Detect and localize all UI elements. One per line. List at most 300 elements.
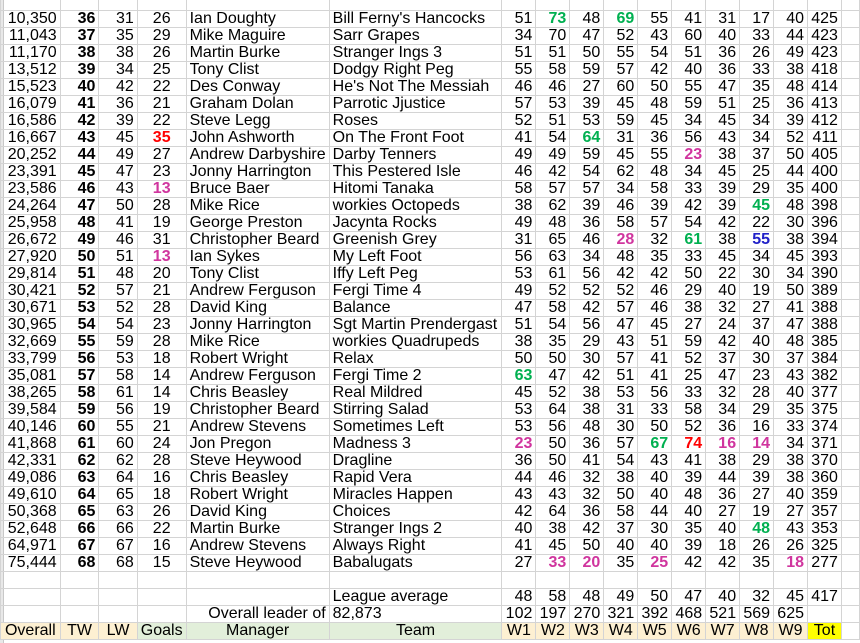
week-score-cell[interactable]: 48	[774, 79, 808, 96]
week-score-cell[interactable]: 48	[604, 249, 638, 266]
week-score-cell[interactable]: 36	[570, 215, 604, 232]
week-score-cell[interactable]: 30	[774, 215, 808, 232]
manager-cell[interactable]: Christopher Beard	[186, 232, 329, 249]
empty-cell[interactable]	[1, 0, 61, 11]
last-week-rank-cell[interactable]: 47	[99, 164, 137, 181]
week-score-cell[interactable]: 55	[638, 11, 672, 28]
team-cell[interactable]: Relax	[329, 351, 502, 368]
week-score-cell[interactable]: 48	[570, 11, 604, 28]
this-week-rank-cell[interactable]: 67	[60, 538, 99, 555]
week-score-cell[interactable]: 45	[604, 96, 638, 113]
week-score-cell[interactable]: 45	[706, 113, 740, 130]
goals-cell[interactable]: 14	[137, 368, 186, 385]
goals-cell[interactable]: 19	[137, 215, 186, 232]
week-score-cell[interactable]: 36	[502, 453, 536, 470]
empty-cell[interactable]	[841, 419, 859, 436]
week-score-cell[interactable]: 36	[706, 419, 740, 436]
goals-cell[interactable]: 29	[137, 28, 186, 45]
week-score-cell[interactable]: 49	[774, 45, 808, 62]
this-week-rank-cell[interactable]: 62	[60, 453, 99, 470]
week-score-cell[interactable]: 28	[604, 232, 638, 249]
week-score-cell[interactable]: 45	[536, 538, 570, 555]
week-score-cell[interactable]: 40	[774, 385, 808, 402]
week-score-cell[interactable]: 34	[774, 266, 808, 283]
week-score-cell[interactable]: 26	[740, 45, 774, 62]
week-score-cell[interactable]: 56	[502, 249, 536, 266]
total-cell[interactable]: 385	[808, 334, 842, 351]
week-score-cell[interactable]: 50	[638, 419, 672, 436]
manager-cell[interactable]: David King	[186, 504, 329, 521]
last-week-rank-cell[interactable]: 63	[99, 504, 137, 521]
empty-cell[interactable]	[841, 215, 859, 232]
goals-cell[interactable]: 22	[137, 79, 186, 96]
week-score-cell[interactable]: 35	[740, 79, 774, 96]
week-score-cell[interactable]: 48	[638, 164, 672, 181]
week-score-cell[interactable]: 38	[502, 198, 536, 215]
goals-cell[interactable]: 21	[137, 419, 186, 436]
week-score-cell[interactable]: 42	[706, 334, 740, 351]
empty-cell[interactable]	[774, 572, 808, 589]
week-score-cell[interactable]: 46	[604, 198, 638, 215]
empty-cell[interactable]	[604, 572, 638, 589]
empty-cell[interactable]	[60, 572, 99, 589]
this-week-rank-cell[interactable]: 64	[60, 487, 99, 504]
week-score-cell[interactable]: 55	[502, 62, 536, 79]
header-week[interactable]: W1	[502, 623, 536, 640]
week-score-cell[interactable]: 32	[638, 232, 672, 249]
week-score-cell[interactable]: 61	[672, 232, 706, 249]
empty-cell[interactable]	[186, 589, 329, 606]
week-score-cell[interactable]: 52	[672, 419, 706, 436]
week-score-cell[interactable]: 29	[672, 283, 706, 300]
week-score-cell[interactable]: 55	[604, 45, 638, 62]
goals-cell[interactable]: 35	[137, 130, 186, 147]
empty-cell[interactable]	[570, 572, 604, 589]
week-score-cell[interactable]: 34	[604, 181, 638, 198]
week-score-cell[interactable]: 31	[604, 130, 638, 147]
manager-cell[interactable]: Christopher Beard	[186, 402, 329, 419]
last-week-rank-cell[interactable]: 38	[99, 45, 137, 62]
leader-cumulative-cell[interactable]: 270	[570, 606, 604, 623]
week-score-cell[interactable]: 57	[570, 181, 604, 198]
week-score-cell[interactable]: 36	[774, 96, 808, 113]
week-score-cell[interactable]: 33	[740, 62, 774, 79]
week-score-cell[interactable]: 57	[638, 215, 672, 232]
overall-rank-cell[interactable]: 23,391	[1, 164, 61, 181]
this-week-rank-cell[interactable]: 66	[60, 521, 99, 538]
empty-cell[interactable]	[638, 572, 672, 589]
team-cell[interactable]: Dodgy Right Peg	[329, 62, 502, 79]
week-score-cell[interactable]: 63	[502, 368, 536, 385]
this-week-rank-cell[interactable]: 39	[60, 62, 99, 79]
this-week-rank-cell[interactable]: 38	[60, 45, 99, 62]
week-score-cell[interactable]: 47	[570, 28, 604, 45]
manager-cell[interactable]: Jonny Harrington	[186, 164, 329, 181]
total-cell[interactable]: 370	[808, 453, 842, 470]
week-score-cell[interactable]: 69	[604, 11, 638, 28]
empty-cell[interactable]	[1, 589, 61, 606]
week-score-cell[interactable]: 38	[706, 453, 740, 470]
week-score-cell[interactable]: 57	[604, 62, 638, 79]
week-score-cell[interactable]: 33	[672, 385, 706, 402]
week-score-cell[interactable]: 47	[502, 300, 536, 317]
week-score-cell[interactable]: 25	[740, 96, 774, 113]
overall-rank-cell[interactable]: 23,586	[1, 181, 61, 198]
week-score-cell[interactable]: 46	[502, 164, 536, 181]
team-cell[interactable]: workies Quadrupeds	[329, 334, 502, 351]
week-score-cell[interactable]: 29	[570, 334, 604, 351]
last-week-rank-cell[interactable]: 41	[99, 215, 137, 232]
week-score-cell[interactable]: 52	[570, 283, 604, 300]
week-score-cell[interactable]: 37	[740, 147, 774, 164]
manager-cell[interactable]: George Preston	[186, 215, 329, 232]
week-score-cell[interactable]: 59	[570, 147, 604, 164]
week-score-cell[interactable]: 32	[570, 470, 604, 487]
week-score-cell[interactable]: 34	[502, 28, 536, 45]
manager-cell[interactable]: Mike Rice	[186, 334, 329, 351]
total-cell[interactable]: 277	[808, 555, 842, 572]
week-score-cell[interactable]: 52	[502, 113, 536, 130]
total-cell[interactable]: 353	[808, 521, 842, 538]
empty-cell[interactable]	[841, 572, 859, 589]
overall-rank-cell[interactable]: 10,350	[1, 11, 61, 28]
this-week-rank-cell[interactable]: 41	[60, 96, 99, 113]
team-cell[interactable]: Darby Tenners	[329, 147, 502, 164]
average-total-cell[interactable]: 417	[808, 589, 842, 606]
week-score-cell[interactable]: 57	[502, 96, 536, 113]
week-score-cell[interactable]: 44	[638, 504, 672, 521]
week-score-cell[interactable]: 35	[774, 181, 808, 198]
week-score-cell[interactable]: 54	[672, 215, 706, 232]
goals-cell[interactable]: 19	[137, 402, 186, 419]
manager-cell[interactable]: Ian Sykes	[186, 249, 329, 266]
overall-rank-cell[interactable]: 32,669	[1, 334, 61, 351]
week-score-cell[interactable]: 30	[740, 266, 774, 283]
goals-cell[interactable]: 26	[137, 11, 186, 28]
header-week[interactable]: W8	[740, 623, 774, 640]
manager-cell[interactable]: Mike Rice	[186, 198, 329, 215]
week-score-cell[interactable]: 58	[536, 300, 570, 317]
week-score-cell[interactable]: 57	[604, 300, 638, 317]
last-week-rank-cell[interactable]: 53	[99, 351, 137, 368]
this-week-rank-cell[interactable]: 40	[60, 79, 99, 96]
team-cell[interactable]: Madness 3	[329, 436, 502, 453]
overall-rank-cell[interactable]: 30,421	[1, 283, 61, 300]
week-score-cell[interactable]: 39	[570, 96, 604, 113]
week-score-cell[interactable]: 40	[706, 28, 740, 45]
header-tw[interactable]: TW	[60, 623, 99, 640]
this-week-rank-cell[interactable]: 48	[60, 215, 99, 232]
week-score-cell[interactable]: 51	[604, 368, 638, 385]
overall-rank-cell[interactable]: 24,264	[1, 198, 61, 215]
week-score-cell[interactable]: 47	[706, 79, 740, 96]
last-week-rank-cell[interactable]: 43	[99, 181, 137, 198]
empty-cell[interactable]	[99, 606, 137, 623]
overall-rank-cell[interactable]: 35,081	[1, 368, 61, 385]
week-score-cell[interactable]: 46	[570, 232, 604, 249]
week-score-cell[interactable]: 26	[740, 538, 774, 555]
week-score-cell[interactable]: 36	[638, 130, 672, 147]
week-score-cell[interactable]: 54	[570, 164, 604, 181]
goals-cell[interactable]: 21	[137, 96, 186, 113]
total-cell[interactable]: 384	[808, 351, 842, 368]
week-score-cell[interactable]: 50	[536, 351, 570, 368]
week-score-cell[interactable]: 38	[706, 232, 740, 249]
week-score-cell[interactable]: 34	[672, 113, 706, 130]
overall-rank-cell[interactable]: 40,146	[1, 419, 61, 436]
week-score-cell[interactable]: 29	[740, 402, 774, 419]
week-score-cell[interactable]: 38	[604, 470, 638, 487]
week-score-cell[interactable]: 47	[536, 368, 570, 385]
last-week-rank-cell[interactable]: 56	[99, 402, 137, 419]
header-manager[interactable]: Manager	[186, 623, 329, 640]
average-week-cell[interactable]: 32	[740, 589, 774, 606]
week-score-cell[interactable]: 54	[604, 453, 638, 470]
manager-cell[interactable]: Jon Pregon	[186, 436, 329, 453]
this-week-rank-cell[interactable]: 53	[60, 300, 99, 317]
empty-cell[interactable]	[841, 62, 859, 79]
this-week-rank-cell[interactable]: 57	[60, 368, 99, 385]
last-week-rank-cell[interactable]: 49	[99, 147, 137, 164]
empty-cell[interactable]	[60, 606, 99, 623]
week-score-cell[interactable]: 29	[740, 453, 774, 470]
leader-cumulative-cell[interactable]: 321	[604, 606, 638, 623]
week-score-cell[interactable]: 52	[536, 283, 570, 300]
empty-cell[interactable]	[137, 0, 186, 11]
week-score-cell[interactable]: 30	[570, 351, 604, 368]
goals-cell[interactable]: 26	[137, 504, 186, 521]
week-score-cell[interactable]: 41	[638, 368, 672, 385]
week-score-cell[interactable]: 50	[536, 436, 570, 453]
average-week-cell[interactable]: 49	[604, 589, 638, 606]
manager-cell[interactable]: Des Conway	[186, 79, 329, 96]
empty-cell[interactable]	[137, 572, 186, 589]
week-score-cell[interactable]: 58	[672, 402, 706, 419]
total-cell[interactable]: 390	[808, 266, 842, 283]
total-cell[interactable]: 325	[808, 538, 842, 555]
week-score-cell[interactable]: 45	[706, 164, 740, 181]
goals-cell[interactable]: 21	[137, 283, 186, 300]
overall-rank-cell[interactable]: 30,671	[1, 300, 61, 317]
week-score-cell[interactable]: 40	[638, 538, 672, 555]
empty-cell[interactable]	[502, 572, 536, 589]
week-score-cell[interactable]: 27	[706, 504, 740, 521]
header-week[interactable]: W5	[638, 623, 672, 640]
week-score-cell[interactable]: 64	[536, 402, 570, 419]
empty-cell[interactable]	[841, 453, 859, 470]
empty-cell[interactable]	[60, 589, 99, 606]
manager-cell[interactable]: Chris Beasley	[186, 385, 329, 402]
week-score-cell[interactable]: 34	[774, 436, 808, 453]
week-score-cell[interactable]: 41	[774, 300, 808, 317]
week-score-cell[interactable]: 57	[604, 436, 638, 453]
overall-leader-value[interactable]: 82,873	[329, 606, 502, 623]
week-score-cell[interactable]: 45	[706, 249, 740, 266]
week-score-cell[interactable]: 44	[774, 28, 808, 45]
empty-cell[interactable]	[638, 0, 672, 11]
empty-cell[interactable]	[841, 402, 859, 419]
last-week-rank-cell[interactable]: 52	[99, 300, 137, 317]
average-week-cell[interactable]: 48	[502, 589, 536, 606]
week-score-cell[interactable]: 45	[740, 198, 774, 215]
empty-cell[interactable]	[841, 385, 859, 402]
empty-cell[interactable]	[1, 606, 61, 623]
week-score-cell[interactable]: 49	[502, 283, 536, 300]
week-score-cell[interactable]: 25	[638, 555, 672, 572]
empty-cell[interactable]	[536, 572, 570, 589]
week-score-cell[interactable]: 27	[570, 79, 604, 96]
team-cell[interactable]: This Pestered Isle	[329, 164, 502, 181]
team-cell[interactable]: Bill Ferny's Hancocks	[329, 11, 502, 28]
week-score-cell[interactable]: 50	[774, 147, 808, 164]
last-week-rank-cell[interactable]: 51	[99, 249, 137, 266]
week-score-cell[interactable]: 43	[774, 368, 808, 385]
empty-cell[interactable]	[137, 589, 186, 606]
this-week-rank-cell[interactable]: 50	[60, 249, 99, 266]
goals-cell[interactable]: 23	[137, 164, 186, 181]
empty-cell[interactable]	[186, 572, 329, 589]
this-week-rank-cell[interactable]: 65	[60, 504, 99, 521]
week-score-cell[interactable]: 50	[502, 351, 536, 368]
week-score-cell[interactable]: 43	[536, 487, 570, 504]
empty-cell[interactable]	[841, 300, 859, 317]
header-week[interactable]: W4	[604, 623, 638, 640]
total-cell[interactable]: 394	[808, 232, 842, 249]
overall-rank-cell[interactable]: 20,252	[1, 147, 61, 164]
week-score-cell[interactable]: 64	[536, 504, 570, 521]
total-cell[interactable]: 375	[808, 402, 842, 419]
week-score-cell[interactable]: 34	[740, 130, 774, 147]
manager-cell[interactable]: Martin Burke	[186, 521, 329, 538]
week-score-cell[interactable]: 42	[706, 555, 740, 572]
week-score-cell[interactable]: 64	[570, 130, 604, 147]
week-score-cell[interactable]: 33	[536, 555, 570, 572]
week-score-cell[interactable]: 32	[706, 300, 740, 317]
team-cell[interactable]: Jacynta Rocks	[329, 215, 502, 232]
week-score-cell[interactable]: 45	[638, 317, 672, 334]
empty-cell[interactable]	[706, 0, 740, 11]
week-score-cell[interactable]: 56	[570, 266, 604, 283]
week-score-cell[interactable]: 74	[672, 436, 706, 453]
week-score-cell[interactable]: 36	[706, 487, 740, 504]
team-cell[interactable]: Greenish Grey	[329, 232, 502, 249]
this-week-rank-cell[interactable]: 46	[60, 181, 99, 198]
this-week-rank-cell[interactable]: 43	[60, 130, 99, 147]
empty-cell[interactable]	[841, 351, 859, 368]
week-score-cell[interactable]: 31	[706, 11, 740, 28]
empty-cell[interactable]	[329, 572, 502, 589]
empty-cell[interactable]	[841, 436, 859, 453]
total-cell[interactable]: 418	[808, 62, 842, 79]
week-score-cell[interactable]: 43	[502, 487, 536, 504]
week-score-cell[interactable]: 37	[774, 351, 808, 368]
last-week-rank-cell[interactable]: 58	[99, 368, 137, 385]
week-score-cell[interactable]: 38	[706, 147, 740, 164]
this-week-rank-cell[interactable]: 59	[60, 402, 99, 419]
week-score-cell[interactable]: 59	[672, 334, 706, 351]
manager-cell[interactable]: Martin Burke	[186, 45, 329, 62]
team-cell[interactable]: Fergi Time 2	[329, 368, 502, 385]
empty-cell[interactable]	[841, 521, 859, 538]
week-score-cell[interactable]: 58	[638, 181, 672, 198]
week-score-cell[interactable]: 41	[672, 11, 706, 28]
empty-cell[interactable]	[841, 589, 859, 606]
this-week-rank-cell[interactable]: 60	[60, 419, 99, 436]
week-score-cell[interactable]: 48	[672, 487, 706, 504]
week-score-cell[interactable]: 62	[604, 164, 638, 181]
week-score-cell[interactable]: 50	[536, 453, 570, 470]
team-cell[interactable]: Stranger Ings 2	[329, 521, 502, 538]
goals-cell[interactable]: 27	[137, 147, 186, 164]
overall-rank-cell[interactable]: 33,799	[1, 351, 61, 368]
week-score-cell[interactable]: 40	[774, 11, 808, 28]
week-score-cell[interactable]: 70	[536, 28, 570, 45]
week-score-cell[interactable]: 41	[672, 453, 706, 470]
team-cell[interactable]: Miracles Happen	[329, 487, 502, 504]
team-cell[interactable]: My Left Foot	[329, 249, 502, 266]
week-score-cell[interactable]: 35	[672, 521, 706, 538]
team-cell[interactable]: workies Octopeds	[329, 198, 502, 215]
manager-cell[interactable]: Tony Clist	[186, 266, 329, 283]
week-score-cell[interactable]: 24	[706, 317, 740, 334]
week-score-cell[interactable]: 35	[740, 555, 774, 572]
team-cell[interactable]: Sarr Grapes	[329, 28, 502, 45]
week-score-cell[interactable]: 31	[502, 232, 536, 249]
week-score-cell[interactable]: 48	[638, 96, 672, 113]
week-score-cell[interactable]: 33	[638, 402, 672, 419]
week-score-cell[interactable]: 48	[570, 419, 604, 436]
week-score-cell[interactable]: 40	[672, 504, 706, 521]
week-score-cell[interactable]: 42	[638, 62, 672, 79]
week-score-cell[interactable]: 53	[536, 96, 570, 113]
team-cell[interactable]: Balance	[329, 300, 502, 317]
week-score-cell[interactable]: 63	[536, 249, 570, 266]
manager-cell[interactable]: Graham Dolan	[186, 96, 329, 113]
week-score-cell[interactable]: 30	[604, 419, 638, 436]
last-week-rank-cell[interactable]: 36	[99, 96, 137, 113]
manager-cell[interactable]: Steve Heywood	[186, 555, 329, 572]
empty-cell[interactable]	[841, 317, 859, 334]
week-score-cell[interactable]: 33	[672, 249, 706, 266]
week-score-cell[interactable]: 19	[740, 504, 774, 521]
week-score-cell[interactable]: 58	[502, 181, 536, 198]
team-cell[interactable]: Stirring Salad	[329, 402, 502, 419]
week-score-cell[interactable]: 58	[604, 215, 638, 232]
week-score-cell[interactable]: 43	[638, 453, 672, 470]
week-score-cell[interactable]: 58	[536, 62, 570, 79]
this-week-rank-cell[interactable]: 49	[60, 232, 99, 249]
last-week-rank-cell[interactable]: 61	[99, 385, 137, 402]
week-score-cell[interactable]: 45	[774, 249, 808, 266]
last-week-rank-cell[interactable]: 55	[99, 419, 137, 436]
manager-cell[interactable]: David King	[186, 300, 329, 317]
week-score-cell[interactable]: 37	[740, 317, 774, 334]
week-score-cell[interactable]: 18	[706, 538, 740, 555]
week-score-cell[interactable]: 37	[604, 521, 638, 538]
week-score-cell[interactable]: 55	[672, 79, 706, 96]
goals-cell[interactable]: 23	[137, 317, 186, 334]
overall-rank-cell[interactable]: 64,971	[1, 538, 61, 555]
empty-cell[interactable]	[672, 0, 706, 11]
header-week[interactable]: W2	[536, 623, 570, 640]
team-cell[interactable]: Real Mildred	[329, 385, 502, 402]
total-cell[interactable]: 423	[808, 28, 842, 45]
team-cell[interactable]: Hitomi Tanaka	[329, 181, 502, 198]
total-cell[interactable]: 382	[808, 368, 842, 385]
this-week-rank-cell[interactable]: 52	[60, 283, 99, 300]
team-cell[interactable]: Stranger Ings 3	[329, 45, 502, 62]
empty-cell[interactable]	[841, 470, 859, 487]
